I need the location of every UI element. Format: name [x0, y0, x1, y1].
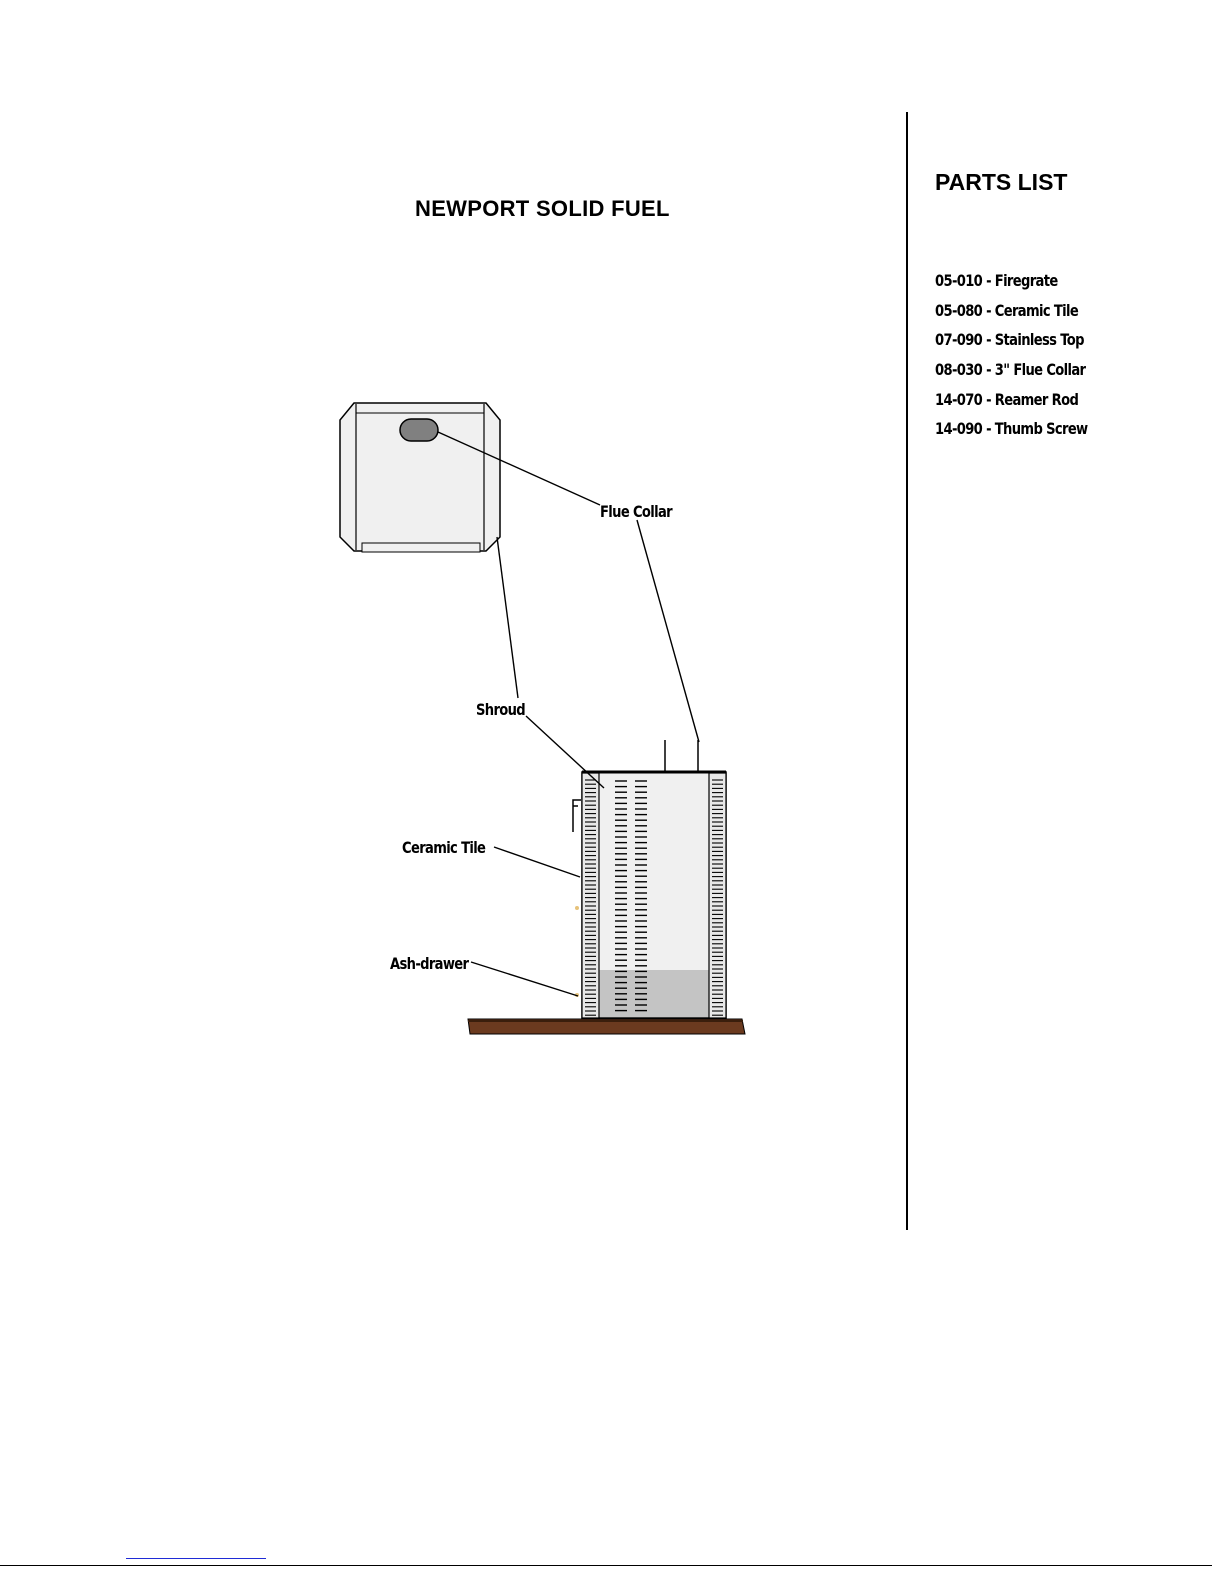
parts-list-item: 14-070 - Reamer Rod	[935, 389, 1079, 409]
label-ceramic-tile: Ceramic Tile	[402, 838, 486, 858]
parts-list-item: 05-080 - Ceramic Tile	[935, 300, 1079, 320]
stove-top-ledge	[362, 543, 480, 552]
stove-side-view	[573, 740, 726, 1018]
page-footer-rule	[0, 1565, 1212, 1566]
link-underline	[126, 1558, 266, 1559]
flue-collar-top-view	[400, 419, 438, 441]
label-flue-collar: Flue Collar	[600, 502, 672, 522]
parts-list	[935, 268, 1121, 446]
column-divider	[906, 112, 908, 1230]
parts-list-item: 07-090 - Stainless Top	[935, 330, 1084, 350]
parts-list-item: 14-090 - Thumb Screw	[935, 419, 1088, 439]
parts-list-title: PARTS LIST	[935, 169, 1068, 195]
label-shroud: Shroud	[476, 700, 526, 720]
door-handle	[573, 800, 581, 832]
label-ash-drawer: Ash-drawer	[390, 954, 469, 974]
diagram-title: NEWPORT SOLID FUEL	[415, 196, 670, 221]
parts-list-item: 05-010 - Firegrate	[935, 271, 1058, 290]
stove-top-view	[340, 403, 500, 552]
thumb-screw	[575, 906, 579, 910]
parts-list-item: 08-030 - 3" Flue Collar	[935, 360, 1086, 380]
